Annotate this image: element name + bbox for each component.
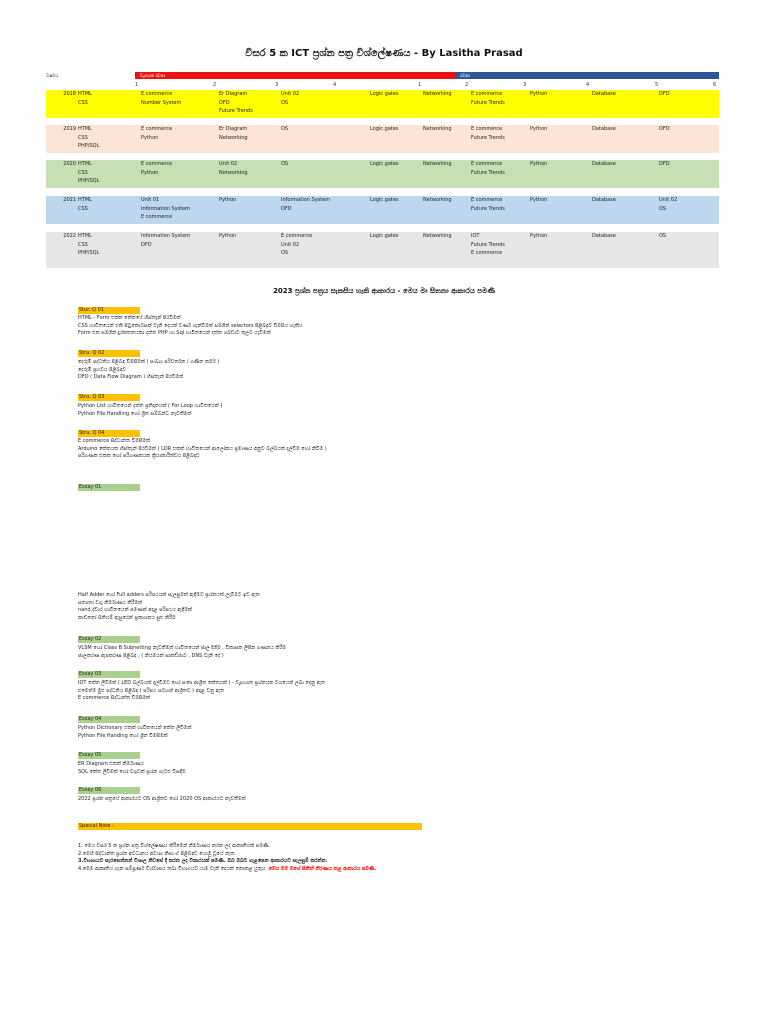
note-line: 2.මෙහි සිද්ධාන්ත ප්‍රශ්න අවධානය අවශ්‍ය නිසා ඒ පිළිබඳව යොමු වූයේ නැත.: [78, 850, 237, 857]
table-cell: [219, 125, 248, 142]
cell-topic: Unit 02: [281, 241, 300, 248]
cell-topic: Database: [592, 126, 616, 132]
table-row: [46, 232, 719, 268]
row-year: 2019: [63, 126, 76, 132]
table-cell: [219, 232, 236, 241]
table-cell: [659, 90, 670, 99]
q-list: [78, 761, 186, 776]
tag-special-note: Special Note -: [78, 823, 422, 830]
cell-topic: OS: [281, 126, 289, 132]
cell-topic: Database: [592, 91, 616, 97]
cell-topic: PHP/SQL: [78, 143, 100, 149]
cell-topic: Python: [530, 161, 548, 167]
table-cell: [141, 232, 190, 249]
cell-topic: Logic gates: [370, 197, 399, 203]
cell-topic: Future Trends: [471, 241, 505, 248]
cell-topic: Networking: [423, 197, 452, 203]
struct-num-3: 3: [275, 82, 279, 88]
q-line: IOT කේත ලිවීමක් ( LED බල්බයක් දැල්වීමට හෝ පංකා ආශ්‍රිත කේතයක් ) - ව්‍යූහගත ප්‍රශ්නයක වශයෙන් ලබා දෙනු ඇත: [78, 680, 326, 686]
cell-topic: Information System: [141, 233, 191, 239]
cell-topic: Logic gates: [370, 161, 399, 167]
struct-num-2: 2: [213, 82, 217, 88]
tag-essay-02: Essay 02: [78, 636, 140, 643]
cell-topic: DFD: [659, 91, 670, 97]
tag-essay-04: Essay 04: [78, 716, 140, 723]
cell-topic: OS: [281, 250, 289, 256]
q-line: එමෙන්ම මුළු පද්ධතිය පිළිබඳ ( පරිපථ සටහන් ආශ්‍රිතව ) අදාළ වනු ඇත: [78, 687, 225, 694]
cell-topic: Unit 02: [281, 91, 300, 97]
cell-topic: Logic gates: [370, 233, 399, 239]
q-line: E commerce සිද්ධාන්ත විමසීමක්: [78, 438, 151, 444]
cell-topic: Unit 02: [219, 161, 238, 167]
cell-topic: DFD: [141, 241, 152, 248]
q-list: [78, 315, 303, 338]
cell-topic: Python: [530, 91, 548, 97]
table-cell: [281, 232, 312, 258]
q-list: [78, 725, 191, 740]
cell-topic: Unit 01: [141, 197, 160, 203]
cell-topic: E commerce: [141, 126, 173, 132]
cell-topic: Python: [219, 197, 237, 203]
q-line: දෙරුමි පද්ධතිය පිළිබඳ විමසීමක් ( සංඛ්‍යා පරිවර්තන / ගණිත කර්ම ): [78, 359, 220, 365]
essay-num-2: 2: [465, 82, 469, 88]
tag-stru-q01: Stur. Q 01: [78, 307, 140, 314]
table-cell: [370, 196, 399, 205]
cell-topic: E commerce: [471, 197, 503, 203]
struct-num-1: 1: [135, 82, 139, 88]
tag-stru-q04: Stru. Q 04: [78, 430, 140, 437]
cell-topic: E commerce: [471, 91, 503, 97]
q-list: [78, 796, 246, 804]
q-list: [78, 645, 286, 660]
q-line: Python File Handing හෝ ශ්‍රිත විමසීමක්: [78, 732, 168, 739]
tag-essay-05: Essay 05: [78, 752, 140, 759]
table-cell: [370, 90, 399, 99]
q-line: පරිගණක එකක හෝ පරිගණකයක ක්‍රියාකාරීත්වය පිළිබඳව: [78, 453, 200, 459]
tag-essay-03: Essay 03: [78, 671, 140, 678]
table-cell: [281, 196, 330, 213]
cell-topic: Database: [592, 197, 616, 203]
cell-topic: HTML: [78, 126, 92, 132]
table-cell: [423, 90, 452, 99]
cell-topic: HTML: [78, 197, 92, 203]
table-cell: [530, 125, 547, 134]
cell-topic: OS: [659, 233, 667, 239]
table-cell: [423, 160, 452, 169]
q-line: SQL කේත ලිවීමක් හෝ වගුවක් ප්‍රශ්න ගැටළු විසඳීම: [78, 768, 186, 775]
row-year: 2022: [63, 233, 76, 239]
table-row: [46, 90, 719, 118]
cell-topic: Networking: [423, 126, 452, 132]
table-cell: [78, 160, 99, 186]
cell-topic: PHP/SQL: [78, 178, 100, 184]
note-warning-text: මෙය මම මගේ සිතින් තීරණය කළ ආකාරය පමණි.: [268, 865, 377, 872]
table-cell: [530, 232, 547, 241]
essay-num-1: 1: [418, 82, 422, 88]
cell-topic: CSS: [78, 205, 88, 212]
cell-topic: CSS: [78, 169, 88, 176]
table-row: [46, 125, 719, 153]
table-row: [46, 196, 719, 224]
cell-topic: CSS: [78, 99, 88, 106]
tag-stru-q02: Stru. Q 02: [78, 350, 140, 357]
table-cell: [78, 125, 99, 151]
cell-topic: Future Trends: [471, 205, 505, 212]
table-cell: [471, 90, 505, 107]
cell-topic: DFD: [281, 205, 292, 212]
table-cell: [219, 160, 248, 177]
structured-questions-label: ව්‍යූහගත රචනා: [140, 73, 166, 78]
cell-topic: CSS: [78, 134, 88, 141]
q-list: [78, 359, 219, 382]
cell-topic: Python: [141, 134, 159, 141]
table-cell: [530, 160, 547, 169]
essay-num-6: 6: [713, 82, 717, 88]
cell-topic: Database: [592, 233, 616, 239]
tag-essay-06: Essay 06: [78, 787, 140, 794]
table-cell: [281, 90, 299, 107]
cell-topic: E commerce: [141, 91, 173, 97]
cell-topic: Future Trends: [471, 169, 505, 176]
cell-topic: Information System: [281, 197, 331, 203]
q-line: ජාලකරණ ඇපකරණ පිළිබඳ , ( නියමයක් සාකච්ඡාව , DNS වැනි දේ ): [78, 652, 224, 659]
q-line: DFD ( Data Flow Diagram ) හිස්තැන් පිරවීමක්: [78, 374, 184, 380]
table-cell: [471, 160, 505, 177]
table-cell: [219, 90, 253, 116]
q-line: Form එක සමගින් දුරකතනයකා දත්ත PHP හා Sql භාවිතයෙන් දත්ත ගබඩාව තුලට යැවීමක්: [78, 330, 271, 336]
table-cell: [141, 160, 172, 177]
q-line: Arduino කේතයක හිස්තැන් පිරවීමක් ( LDR එකක් භාවිතයෙන් ආලෝකය ප්‍රමාණය අනුව බල්බයක් දැල්වීම හෝ නිවීම ): [78, 445, 327, 452]
q-line: Python Dictionary එකක් භාවිතයෙන් කේත ලිවීමක්: [78, 725, 192, 731]
table-cell: [78, 196, 92, 213]
row-year: 2018: [63, 91, 76, 97]
cell-topic: DFD: [659, 126, 670, 132]
cell-topic: OS: [659, 205, 667, 212]
cell-topic: Er Diagram: [219, 126, 248, 132]
note-bold-text: 3.විභාගයට සැරසෙන්නන් විශාල නිවසේ දී කරන ලද විකාරයක් පමණි. ඔබ ඔබට ගැළපෙන ආකාරයට සැලසුම් කරන්න.: [78, 858, 328, 864]
q-line: nand ද්වාර භාවිතයෙන් පමණක් අදාළ පරිපථය ඇඳීමක්: [78, 607, 192, 613]
cell-topic: E commerce: [141, 161, 173, 167]
table-cell: [592, 232, 616, 241]
cell-topic: Logic gates: [370, 91, 399, 97]
q-line: ER Diagram එකක් නිර්මාණය: [78, 761, 144, 767]
cell-topic: Information System: [141, 205, 191, 212]
cell-topic: Networking: [423, 91, 452, 97]
structured-questions-bar: [135, 72, 455, 79]
essay-num-5: 5: [655, 82, 659, 88]
cell-topic: Number System: [141, 99, 182, 106]
table-cell: [78, 90, 92, 107]
table-cell: [219, 196, 236, 205]
tag-stru-q03: Stru. Q 03: [78, 394, 140, 401]
special-notes: [78, 843, 376, 873]
q-list: [78, 680, 325, 703]
cell-topic: CSS: [78, 241, 88, 248]
q-line: Python File Handling හෝ ශ්‍රිත සම්බන්ධ නැවතීමක්: [78, 410, 192, 417]
note-line: [78, 858, 376, 866]
cell-topic: OS: [281, 99, 289, 106]
table-cell: [592, 90, 616, 99]
table-cell: [471, 232, 505, 258]
q-line: කාඩනෝ සිතියම් ඇසුරෙන් ප්‍රකාශනය සුළු කිරීම: [78, 614, 176, 621]
cell-topic: IOT: [471, 233, 480, 239]
cell-topic: Networking: [219, 134, 248, 141]
table-cell: [141, 125, 172, 142]
struct-num-4: 4: [333, 82, 337, 88]
cell-topic: Python: [530, 126, 548, 132]
row-year: 2020: [63, 161, 76, 167]
q-line: CSS භාවිතයෙන් එකි පිටුකොටසක් වැනි දෙයක් වර්ණ ගැන්වීමක් සමගින් selectors පිළිබඳව විමසිය හැකිය: [78, 322, 303, 329]
cell-topic: HTML: [78, 91, 92, 97]
cell-topic: Unit 02: [659, 197, 678, 203]
cell-topic: PHP/SQL: [78, 250, 100, 256]
table-cell: [78, 232, 99, 258]
note-text: 4.මෙම ආකෘතිය ගැන සම්පූර්ණ විශ්වාසය තබා විභාගයට යාම වැනි දෙයක් නොකළ යුතුය.: [78, 865, 267, 872]
essay-num-3: 3: [523, 82, 527, 88]
table-cell: [659, 160, 670, 169]
table-cell: [370, 160, 399, 169]
table-cell: [423, 196, 452, 205]
table-row: [46, 160, 719, 188]
cell-topic: HTML: [78, 233, 92, 239]
cell-topic: Python: [141, 169, 159, 176]
q-line: Python List භාවිතයෙන් දත්ත ප්‍රතිදානයක් ( For Loop භාවිතයෙන් ): [78, 403, 223, 409]
cell-topic: DFD: [659, 161, 670, 167]
row-year: 2021: [63, 197, 76, 203]
cell-topic: Future Trends: [471, 134, 505, 141]
cell-topic: Er Diagram: [219, 91, 248, 97]
tag-essay-01: Essay 01: [78, 484, 140, 491]
essay-questions-bar: [455, 72, 719, 79]
cell-topic: Python: [530, 233, 548, 239]
table-cell: [281, 160, 288, 169]
cell-topic: Database: [592, 161, 616, 167]
essay-num-4: 4: [586, 82, 590, 88]
cell-topic: Networking: [423, 161, 452, 167]
cell-topic: Future Trends: [219, 108, 253, 114]
cell-topic: E commerce: [141, 214, 173, 220]
cell-topic: E commerce: [471, 161, 503, 167]
cell-topic: E commerce: [471, 126, 503, 132]
year-column-label: වර්ෂය: [46, 74, 59, 79]
table-cell: [592, 125, 616, 134]
q-line: HTML - Form එකක කේතයේ හිස්තැන් පිරවීමක්: [78, 315, 181, 321]
note-line: 1. මෙය වසර 5 ක ප්‍රශ්න පත්‍ර විශ්ලේෂණය කිරීමෙන් නිර්මාණය කරන ලද ආකෘතියක් පමණි.: [78, 843, 270, 849]
table-cell: [471, 125, 505, 142]
q-list: [78, 403, 222, 418]
q-list: [78, 438, 327, 461]
q-line: සත්‍යතා වගු නිර්මාණය කිරීමක්: [78, 599, 143, 606]
q-list: [78, 592, 260, 622]
table-cell: [141, 90, 181, 107]
table-cell: [471, 196, 505, 213]
cell-topic: Python: [530, 197, 548, 203]
table-cell: [592, 160, 616, 169]
table-cell: [423, 232, 452, 241]
table-cell: [530, 90, 547, 99]
cell-topic: E commerce: [471, 250, 503, 256]
cell-topic: DFD: [219, 99, 230, 106]
q-line: 2022 ප්‍රශ්න පත්‍රයේ ආකාරයට OS ආශ්‍රිතව හෝ 2020 OS ආකාරයට නැවතීමක්: [78, 796, 246, 802]
q-line: E commerce සිද්ධාන්ත විමසීමක්: [78, 695, 151, 701]
cell-topic: E commerce: [281, 233, 313, 239]
note-line: [78, 866, 376, 874]
table-cell: [370, 125, 399, 134]
table-cell: [370, 232, 399, 241]
table-cell: [659, 232, 666, 241]
table-cell: [281, 125, 288, 134]
table-cell: [423, 125, 452, 134]
q-line: දෙරුමි ප්‍රභවය පිළිබඳව: [78, 366, 127, 373]
cell-topic: OS: [281, 161, 289, 167]
table-cell: [659, 125, 670, 134]
table-cell: [659, 196, 677, 213]
cell-topic: Networking: [423, 233, 452, 239]
cell-topic: Python: [219, 233, 237, 239]
q-line: Half Adder හෝ Full adders පරිපථයක් සැලසුමක් ඇඳීමට ප්‍රශ්නයක් ලැබීමට ඉඩ ඇත: [78, 592, 260, 598]
table-cell: [141, 196, 190, 222]
table-cell: [530, 196, 547, 205]
section-title: 2023 ප්‍රශ්න පත්‍රය සැකසිය හැකි ආකාරය - මෙය මා සිතනා ආකාරය පමණි: [273, 287, 495, 295]
cell-topic: HTML: [78, 161, 92, 167]
cell-topic: Networking: [219, 169, 248, 176]
essay-questions-label: රචනා: [460, 73, 470, 78]
cell-topic: Logic gates: [370, 126, 399, 132]
q-line: VLSM හෝ Class B Subnetting නැවතීමක් භාවිතයෙන් ජාල දිගීම , විකාසක ලිපින ගණනය කිරීම: [78, 645, 286, 651]
table-cell: [592, 196, 616, 205]
page-title: විසර 5 ක ICT ප්‍රශ්න පත්‍ර විශ්ලේෂණය - By Lasitha Prasad: [245, 48, 523, 59]
cell-topic: Future Trends: [471, 99, 505, 106]
